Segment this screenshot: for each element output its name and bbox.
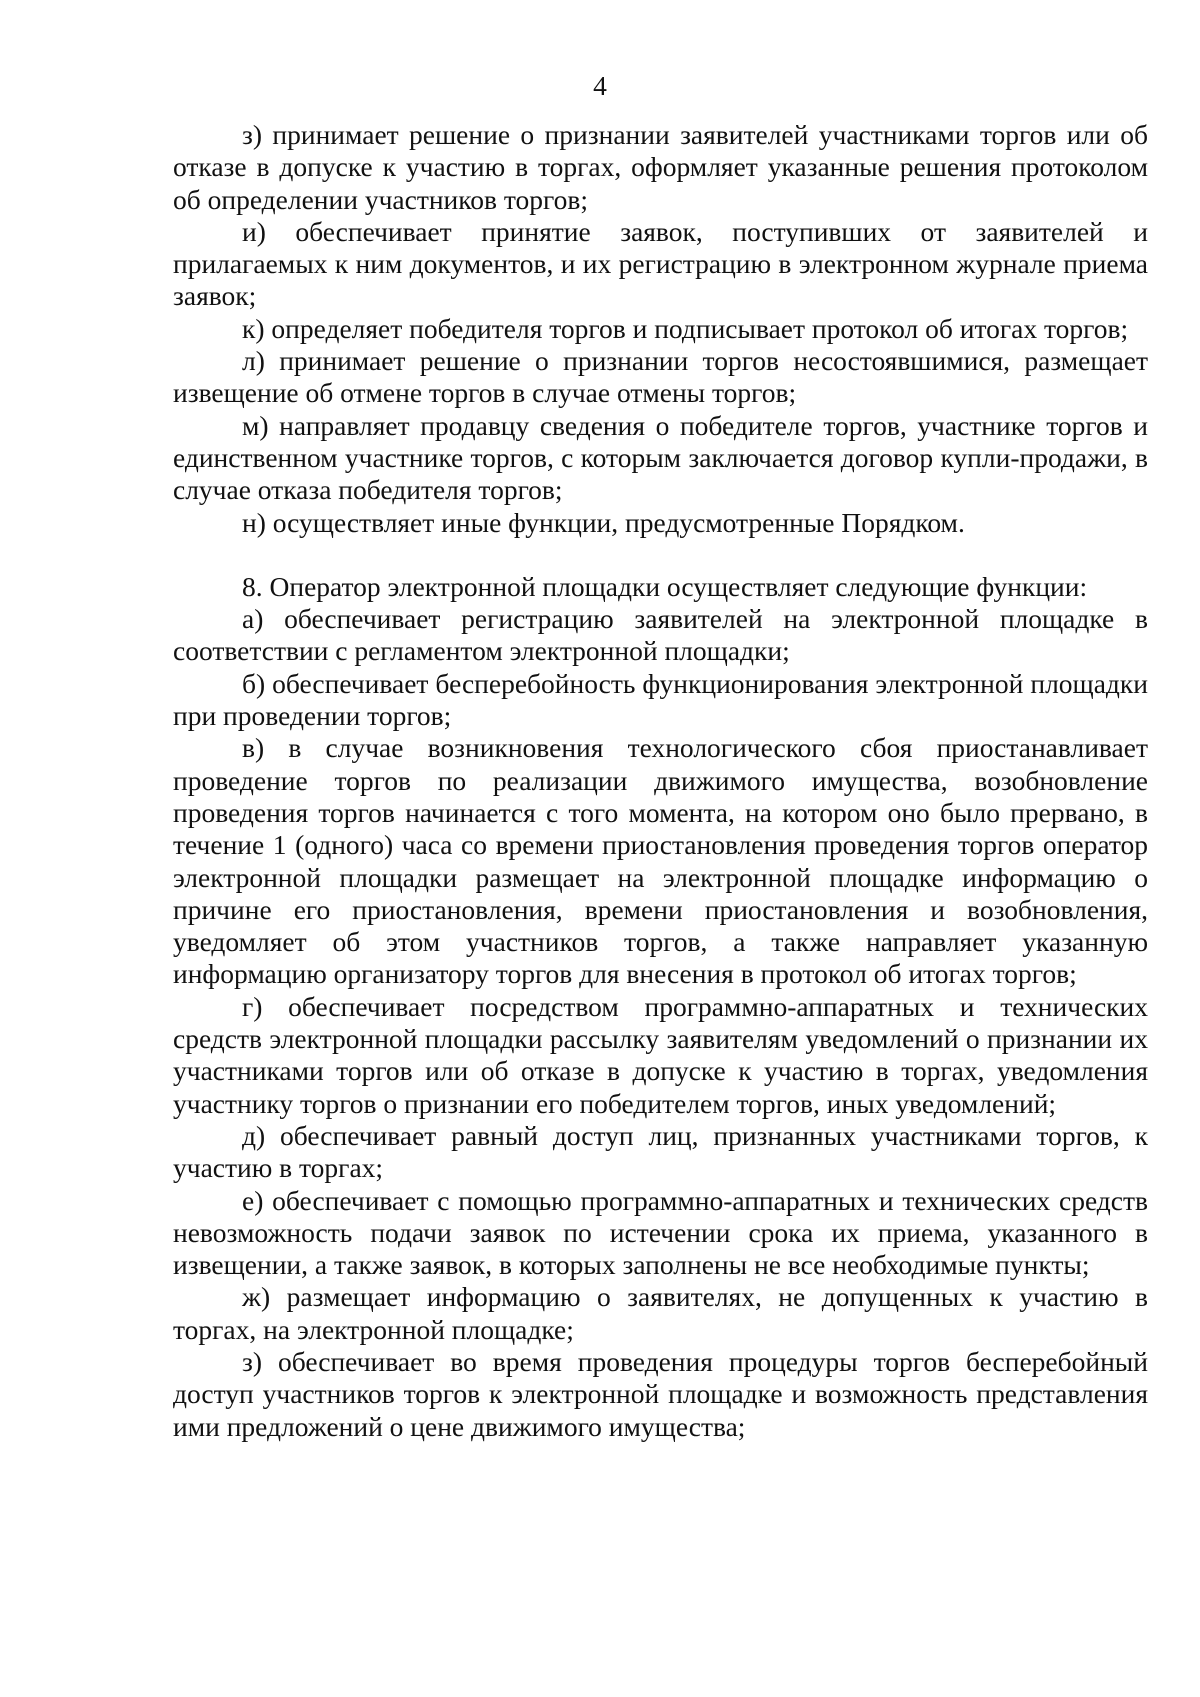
page-number: 4 xyxy=(593,70,607,101)
document-body xyxy=(173,119,1148,1443)
paragraph-n-other-functions: н) осуществляет иные функции, предусмотренные Порядком. xyxy=(242,506,965,538)
paragraph-e-late-applications: е) обеспечивает с помощью программно-аппаратных и технических средств невозможность подачи заявок по истечении срока их приема, указанного в извещении, а также заявок, в которых заполнены не все необходимые пункты; xyxy=(173,1184,1148,1281)
paragraph-z-access-during-auction: з) обеспечивает во время проведения процедуры торгов бесперебойный доступ участников торгов к электронной площадке и возможность представления ими предложений о цене движимого имущества; xyxy=(173,1345,1148,1442)
paragraph-g-notifications: г) обеспечивает посредством программно-аппаратных и технических средств электронной площадки рассылку заявителям уведомлений о признании их участниками торгов или об отказе в допуске к участию в торгах, уведомления участнику торгов о признании его победителем торгов, иных уведомлений; xyxy=(173,990,1148,1119)
paragraph-k-determining-winner: к) определяет победителя торгов и подписывает протокол об итогах торгов; xyxy=(242,312,1129,344)
paragraph-l-failed-auction: л) принимает решение о признании торгов несостоявшимися, размещает извещение об отмене торгов в случае отмены торгов; xyxy=(173,345,1148,409)
paragraph-i-accepting-applications: и) обеспечивает принятие заявок, поступивших от заявителей и прилагаемых к ним документов, и их регистрацию в электронном журнале приема заявок; xyxy=(173,215,1148,312)
paragraph-a-registration: а) обеспечивает регистрацию заявителей на электронной площадке в соответствии с регламентом электронной площадки; xyxy=(173,603,1148,667)
paragraph-zh-rejected-applicants: ж) размещает информацию о заявителях, не допущенных к участию в торгах, на электронной площадке; xyxy=(173,1281,1148,1345)
paragraph-d-equal-access: д) обеспечивает равный доступ лиц, признанных участниками торгов, к участию в торгах; xyxy=(173,1119,1148,1184)
paragraph-v-technical-failure: в) в случае возникновения технологического сбоя приостанавливает проведение торгов по реализации движимого имущества, возобновление проведения торгов начинается с того момента, на котором оно было прервано, в течение 1 (одного) часа со времени приостановления проведения торгов оператор электронной площадки размещает на электронной площадке информацию о причине его приостановления, времени приостановления и возобновления, уведомляет об этом участников торгов, а также направляет указанную информацию организатору торгов для внесения в протокол об итогах торгов; xyxy=(173,732,1148,990)
paragraph-z-decision-on-participants: з) принимает решение о признании заявителей участниками торгов или об отказе в допуске к участию в торгах, оформляет указанные решения протоколом об определении участников торгов; xyxy=(173,119,1148,215)
paragraph-spacer xyxy=(173,539,1148,571)
section-8-operator-functions: 8. Оператор электронной площадки осуществляет следующие функции: xyxy=(242,570,1088,602)
paragraph-m-informing-seller: м) направляет продавцу сведения о победителе торгов, участнике торгов и единственном участнике торгов, с которым заключается договор купли-продажи, в случае отказа победителя торгов; xyxy=(173,409,1148,506)
paragraph-b-uninterrupted-operation: б) обеспечивает бесперебойность функционирования электронной площадки при проведении торгов; xyxy=(173,667,1148,732)
